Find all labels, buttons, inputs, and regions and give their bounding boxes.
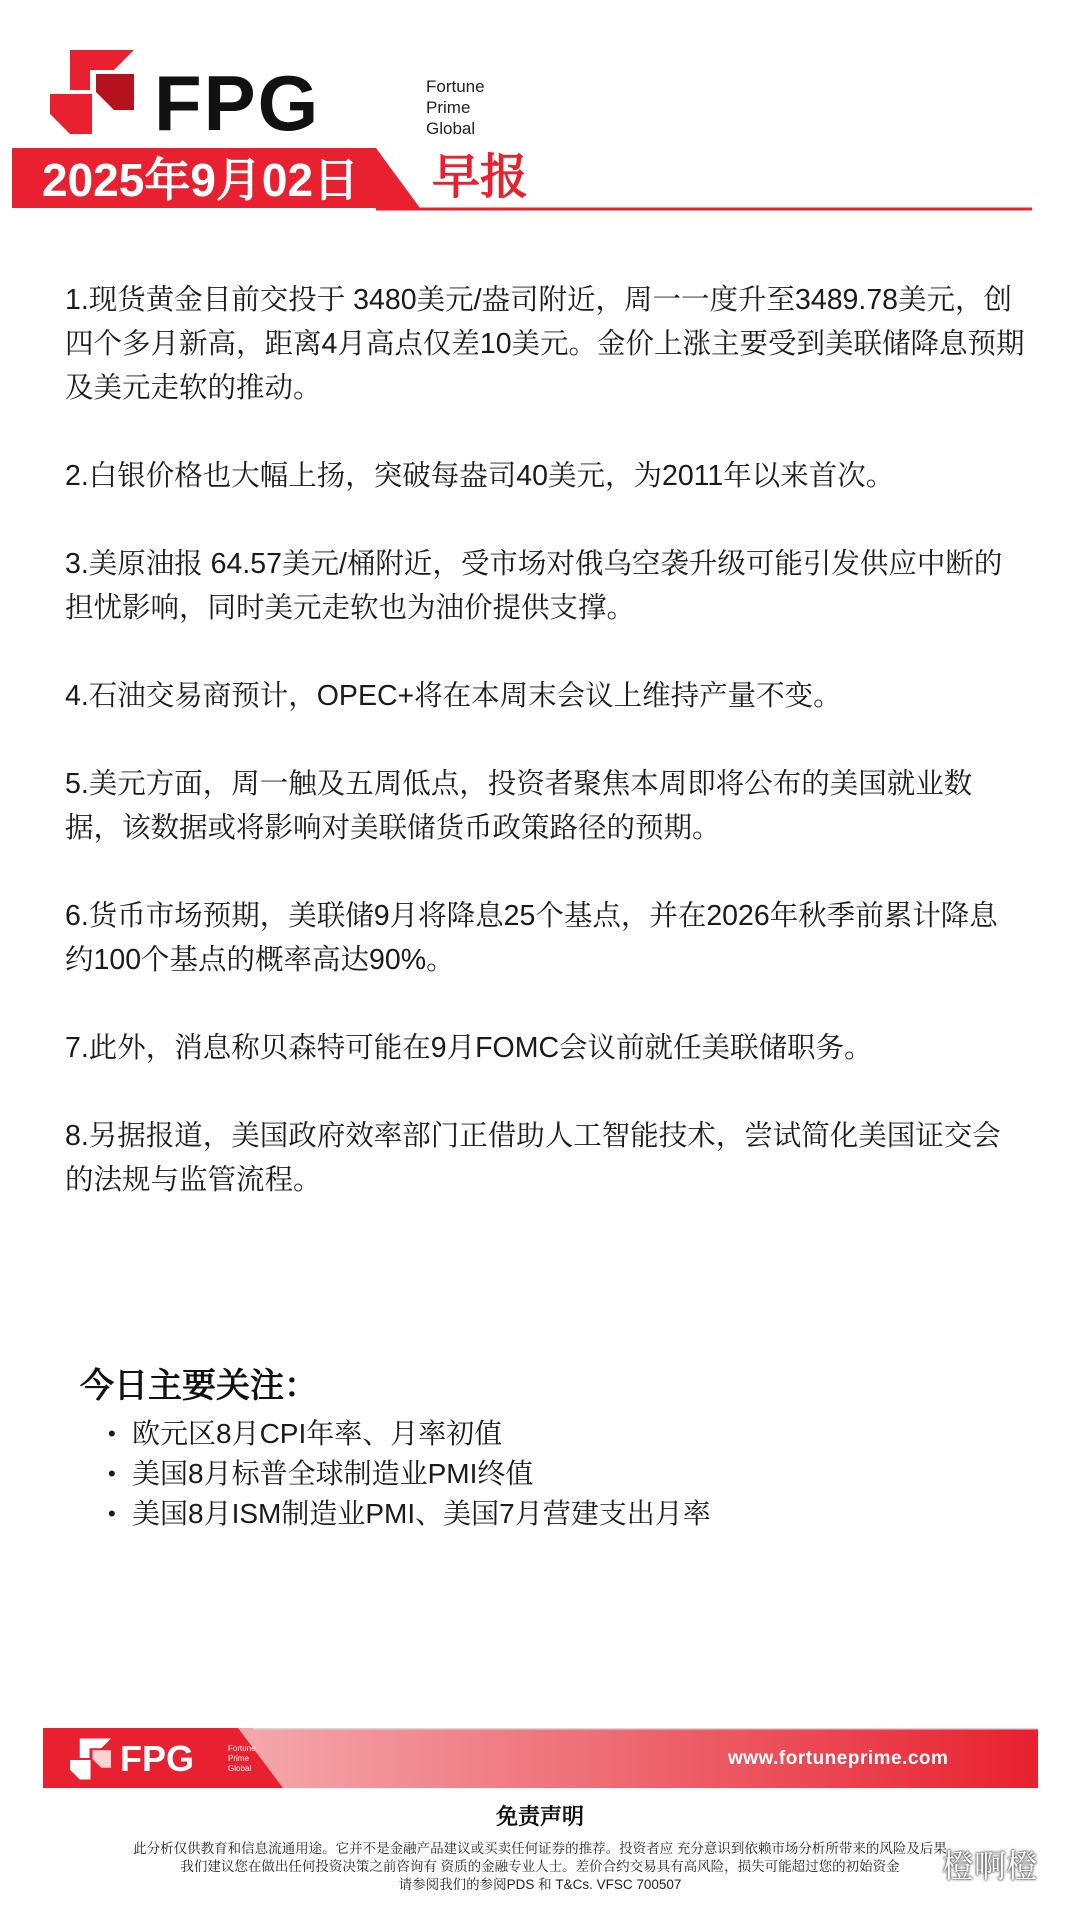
- weibo-logo-icon: [902, 1854, 938, 1884]
- news-item: 4.石油交易商预计，OPEC+将在本周末会议上维持产量不变。: [65, 680, 842, 712]
- bullet-icon: •: [108, 1461, 116, 1486]
- fpg-logo-mark-icon: [50, 50, 136, 134]
- website-link[interactable]: www.fortuneprime.com: [728, 1748, 949, 1769]
- news-item: 6.货币市场预期，美联储9月将降息25个基点，并在2026年秋季前累计降息约100个基点的概率高达90%。: [65, 900, 998, 976]
- focus-list: [80, 1414, 1000, 1534]
- logo-subtitle: Fortune Prime Global: [426, 77, 485, 138]
- report-date: 2025年9月02日: [42, 154, 360, 206]
- news-item: 8.另据报道，美国政府效率部门正借助人工智能技术，尝试简化美国证交会的法规与监管流程。: [65, 1120, 1001, 1196]
- disclaimer-line: 请参阅我们的参阅PDS 和 T&Cs. VFSC 700507: [398, 1877, 682, 1892]
- news-item: 2.白银价格也大幅上扬，突破每盎司40美元，为2011年以来首次。: [65, 460, 895, 492]
- disclaimer-text: [40, 1840, 1040, 1894]
- bullet-icon: •: [108, 1421, 116, 1446]
- logo-wordmark: FPG: [154, 59, 321, 147]
- footer-logo-mark-icon: [70, 1738, 112, 1780]
- footer-logo-wordmark: FPG: [120, 1738, 195, 1779]
- disclaimer-title: 免责声明: [495, 1804, 584, 1829]
- focus-section: [80, 1362, 1000, 1534]
- news-list: [65, 278, 1025, 1246]
- news-item: 3.美原油报 64.57美元/桶附近，受市场对俄乌空袭升级可能引发供应中断的担忧影响，同时美元走软也为油价提供支撑。: [65, 548, 1003, 624]
- disclaimer-line: 我们建议您在做出任何投资决策之前咨询有 资质的金融专业人士。差价合约交易具有高风险，损失可能超过您的初始资金: [180, 1859, 900, 1874]
- disclaimer-line: 此分析仅供教育和信息流通用途。它并不是金融产品建议或买卖任何证券的推荐。投资者应 充分意识到依赖市场分析所带来的风险及后果: [133, 1841, 947, 1856]
- focus-item: • 美国8月ISM制造业PMI、美国7月营建支出月率: [80, 1494, 1000, 1534]
- bullet-icon: •: [108, 1501, 116, 1526]
- focus-title: 今日主要关注：: [80, 1367, 318, 1405]
- news-item: 1.现货黄金目前交投于 3480美元/盎司附近，周一一度升至3489.78美元，创四个多月新高，距离4月高点仅差10美元。金价上涨主要受到美联储降息预期及美元走软的推动。: [65, 284, 1025, 404]
- footer-logo-subtitle: Fortune Prime Global: [228, 1744, 256, 1773]
- news-item: 5.美元方面，周一触及五周低点，投资者聚焦本周即将公布的美国就业数据，该数据或将影响对美联储货币政策路径的预期。: [65, 768, 973, 844]
- focus-item: • 美国8月标普全球制造业PMI终值: [80, 1454, 1000, 1494]
- focus-item: • 欧元区8月CPI年率、月率初值: [80, 1414, 1000, 1454]
- report-title: 早报: [432, 151, 529, 204]
- news-item: 7.此外，消息称贝森特可能在9月FOMC会议前就任美联储职务。: [65, 1032, 873, 1064]
- watermark: 橙啊橙: [902, 1848, 1038, 1884]
